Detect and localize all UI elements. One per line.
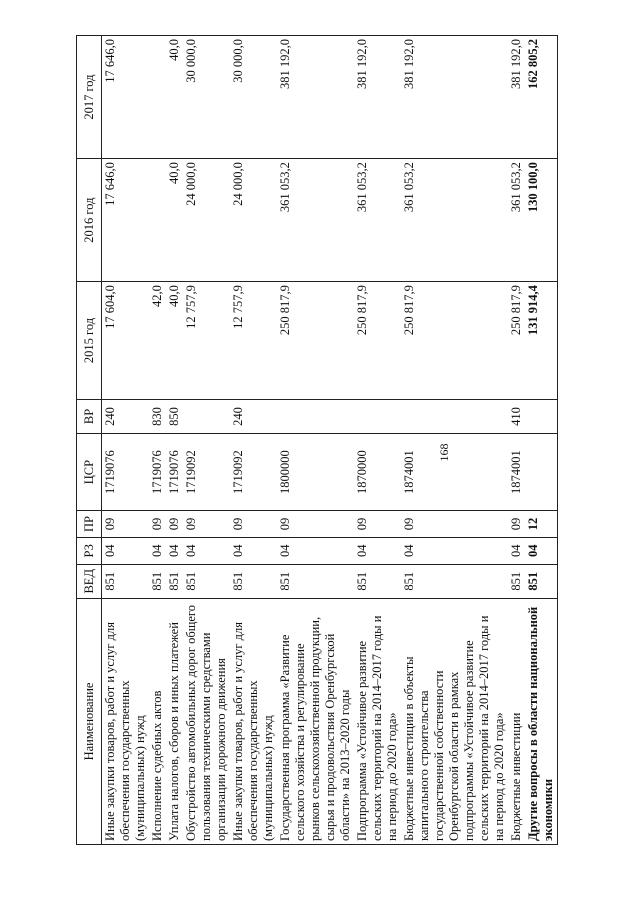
budget-table: [76, 35, 558, 845]
row-2015-cell: 12 757,9: [183, 282, 230, 400]
row-ved-cell: 851: [230, 564, 277, 598]
table-header-row: [77, 36, 102, 845]
row-2017-cell: 30 000,0: [183, 36, 230, 159]
row-rz-cell: 04: [102, 537, 150, 564]
row-2017-cell: 162 805,2: [525, 36, 558, 159]
row-2017-cell: 17 646,0: [102, 36, 150, 159]
row-2015-cell: 131 914,4: [525, 282, 558, 400]
row-pr-cell: 12: [525, 511, 558, 538]
row-pr-cell: 09: [508, 511, 525, 538]
row-2017-cell: 30 000,0: [230, 36, 277, 159]
row-csr-cell: 1800000: [277, 434, 354, 511]
header-vr: ВР: [77, 399, 102, 433]
row-csr-cell: 1719092: [230, 434, 277, 511]
row-csr-cell: 1719076: [166, 434, 183, 511]
row-name-cell: Другие вопросы в области национальной экономики: [525, 598, 558, 844]
row-rz-cell: 04: [401, 537, 508, 564]
row-rz-cell: 04: [166, 537, 183, 564]
row-rz-cell: 04: [277, 537, 354, 564]
row-pr-cell: 09: [183, 511, 230, 538]
row-vr-cell: [277, 399, 354, 433]
header-2017: 2017 год: [77, 36, 102, 159]
row-name-cell: Иные закупки товаров, работ и услуг для обеспечения государственных (муниципальных) нужд: [230, 598, 277, 844]
row-csr-cell: 1874001: [508, 434, 525, 511]
row-vr-cell: [525, 399, 558, 433]
row-2016-cell: 361 053,2: [277, 159, 354, 282]
row-name-cell: Обустройство автомобильных дорог общего пользования техническими средствами организации дорожного движения: [183, 598, 230, 844]
row-2016-cell: 361 053,2: [508, 159, 525, 282]
row-rz-cell: 04: [183, 537, 230, 564]
row-2016-cell: [149, 159, 166, 282]
row-name-cell: Бюджетные инвестиции в объекты капитального строительства государственной собственности Оренбургской области в рамках подпрограммы «Устойчивое развитие сельских территорий на 2014–2017 годы и на период до 2020 года»: [401, 598, 508, 844]
row-2015-cell: 17 604,0: [102, 282, 150, 400]
row-name-cell: Иные закупки товаров, работ и услуг для обеспечения государственных (муниципальных) нужд: [102, 598, 150, 844]
row-name-cell: Уплата налогов, сборов и иных платежей: [166, 598, 183, 844]
row-vr-cell: [354, 399, 401, 433]
row-name-cell: Государственная программа «Развитие сельского хозяйства и регулирование рынков сельскохозяйственной продукции, сырья и продовольствия Оренбургской области» на 2013–2020 годы: [277, 598, 354, 844]
row-2017-cell: 381 192,0: [277, 36, 354, 159]
row-vr-cell: 850: [166, 399, 183, 433]
row-name-cell: Подпрограмма «Устойчивое развитие сельских территорий на 2014–2017 годы и на период до 2020 года»: [354, 598, 401, 844]
row-rz-cell: 04: [354, 537, 401, 564]
row-2017-cell: 381 192,0: [401, 36, 508, 159]
row-2015-cell: 250 817,9: [401, 282, 508, 400]
row-pr-cell: 09: [102, 511, 150, 538]
row-ved-cell: 851: [149, 564, 166, 598]
row-ved-cell: 851: [102, 564, 150, 598]
row-rz-cell: 04: [149, 537, 166, 564]
table-row: [183, 36, 230, 845]
row-vr-cell: 240: [230, 399, 277, 433]
header-pr: ПР: [77, 511, 102, 538]
row-ved-cell: 851: [354, 564, 401, 598]
row-vr-cell: 410: [508, 399, 525, 433]
row-name-cell: Бюджетные инвестиции: [508, 598, 525, 844]
row-csr-cell: 1719076: [149, 434, 166, 511]
row-2015-cell: 40,0: [166, 282, 183, 400]
row-ved-cell: 851: [183, 564, 230, 598]
row-rz-cell: 04: [230, 537, 277, 564]
row-pr-cell: 09: [354, 511, 401, 538]
row-2015-cell: 250 817,9: [508, 282, 525, 400]
row-rz-cell: 04: [508, 537, 525, 564]
row-2016-cell: 24 000,0: [183, 159, 230, 282]
row-2016-cell: 361 053,2: [354, 159, 401, 282]
row-pr-cell: 09: [230, 511, 277, 538]
row-2016-cell: 17 646,0: [102, 159, 150, 282]
row-csr-cell: 1870000: [354, 434, 401, 511]
header-ved: ВЕД: [77, 564, 102, 598]
row-2016-cell: 40,0: [166, 159, 183, 282]
row-2017-cell: 40,0: [166, 36, 183, 159]
row-2017-cell: 381 192,0: [354, 36, 401, 159]
table-row: [277, 36, 354, 845]
row-name-cell: Исполнение судебных актов: [149, 598, 166, 844]
header-name: Наименование: [77, 598, 102, 844]
row-ved-cell: 851: [525, 564, 558, 598]
row-rz-cell: 04: [525, 537, 558, 564]
table-row: [354, 36, 401, 845]
header-rz: РЗ: [77, 537, 102, 564]
table-row: [401, 36, 508, 845]
row-ved-cell: 851: [401, 564, 508, 598]
row-csr-cell: [525, 434, 558, 511]
row-2017-cell: [149, 36, 166, 159]
row-pr-cell: 09: [149, 511, 166, 538]
row-2016-cell: 361 053,2: [401, 159, 508, 282]
table-row: [102, 36, 150, 845]
row-2016-cell: 24 000,0: [230, 159, 277, 282]
header-2015: 2015 год: [77, 282, 102, 400]
table-row: [166, 36, 183, 845]
row-2015-cell: 250 817,9: [354, 282, 401, 400]
row-csr-cell: 1719076: [102, 434, 150, 511]
row-pr-cell: 09: [166, 511, 183, 538]
page-number: 168: [437, 443, 451, 462]
row-csr-cell: 1719092: [183, 434, 230, 511]
row-2015-cell: 42,0: [149, 282, 166, 400]
row-2017-cell: 381 192,0: [508, 36, 525, 159]
row-vr-cell: [183, 399, 230, 433]
row-2015-cell: 12 757,9: [230, 282, 277, 400]
row-vr-cell: [401, 399, 508, 433]
header-2016: 2016 год: [77, 159, 102, 282]
row-ved-cell: 851: [508, 564, 525, 598]
row-2015-cell: 250 817,9: [277, 282, 354, 400]
table-row: [508, 36, 525, 845]
row-2016-cell: 130 100,0: [525, 159, 558, 282]
table-row: [230, 36, 277, 845]
header-csr: ЦСР: [77, 434, 102, 511]
row-vr-cell: 240: [102, 399, 150, 433]
row-pr-cell: 09: [277, 511, 354, 538]
table-row: [525, 36, 558, 845]
row-ved-cell: 851: [166, 564, 183, 598]
row-ved-cell: 851: [277, 564, 354, 598]
table-row: [149, 36, 166, 845]
row-vr-cell: 830: [149, 399, 166, 433]
row-csr-cell: 1874001: [401, 434, 508, 511]
row-pr-cell: 09: [401, 511, 508, 538]
